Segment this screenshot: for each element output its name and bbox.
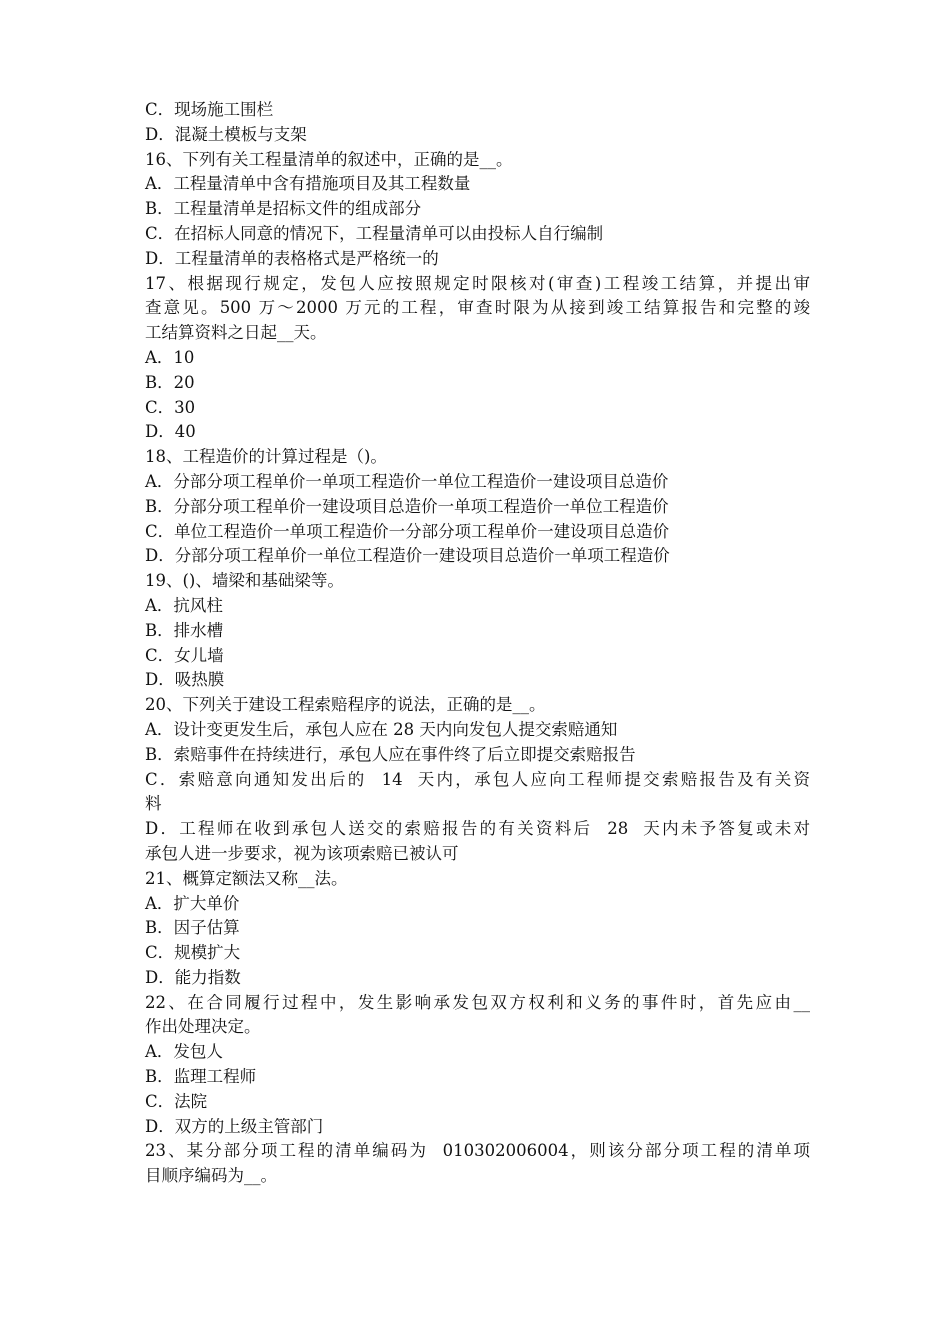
- option-line: B．分部分项工程单价一建设项目总造价一单项工程造价一单位工程造价: [145, 496, 669, 516]
- option-line: A．扩大单价: [145, 893, 240, 913]
- option-line: A．抗风柱: [145, 595, 223, 615]
- option-line: C．索赔意向通知发出后的 14 天内，承包人应向工程师提交索赔报告及有关资: [145, 769, 810, 789]
- question-17-line-2: 查意见。500 万～2000 万元的工程，审查时限为从接到竣工结算报告和完整的竣: [145, 298, 810, 318]
- option-line: D．40: [145, 422, 196, 442]
- option-line: C．法院: [145, 1091, 208, 1111]
- document-body: [145, 98, 810, 1189]
- option-line: B．工程量清单是招标文件的组成部分: [145, 199, 422, 219]
- option-line: B．20: [145, 372, 195, 392]
- option-line: B．因子估算: [145, 918, 240, 938]
- option-line: A．10: [145, 347, 195, 367]
- option-line: C．女儿墙: [145, 645, 224, 665]
- option-line-continued: 料: [145, 794, 162, 814]
- option-line: C．30: [145, 397, 196, 417]
- option-line: D．工程量清单的表格格式是严格统一的: [145, 248, 439, 268]
- question-17-line-1: 17、根据现行规定，发包人应按照规定时限核对(审查)工程竣工结算，并提出审: [145, 273, 810, 293]
- question-19: 19、()、墙梁和基础梁等。: [145, 571, 344, 591]
- option-line: A．工程量清单中含有措施项目及其工程数量: [145, 174, 471, 194]
- question-16: 16、下列有关工程量清单的叙述中，正确的是__。: [145, 149, 513, 169]
- question-22-line-1: 22、在合同履行过程中，发生影响承发包双方权利和义务的事件时，首先应由__: [145, 992, 810, 1012]
- question-22-line-2: 作出处理决定。: [145, 1017, 261, 1037]
- option-line: D．混凝土模板与支架: [145, 124, 307, 144]
- option-line: D．分部分项工程单价一单位工程造价一建设项目总造价一单项工程造价: [145, 546, 670, 566]
- option-line: C．单位工程造价一单项工程造价一分部分项工程单价一建设项目总造价: [145, 521, 670, 541]
- option-line-continued: 承包人进一步要求，视为该项索赔已被认可: [145, 843, 459, 863]
- option-line: C．现场施工围栏: [145, 100, 274, 119]
- question-18: 18、工程造价的计算过程是（)。: [145, 447, 387, 467]
- question-21: 21、概算定额法又称__法。: [145, 868, 348, 888]
- option-line: D．双方的上级主管部门: [145, 1116, 324, 1136]
- option-line: D．工程师在收到承包人送交的索赔报告的有关资料后 28 天内未予答复或未对: [145, 819, 810, 839]
- option-line: B．索赔事件在持续进行，承包人应在事件终了后立即提交索赔报告: [145, 744, 636, 764]
- option-line: B．排水槽: [145, 620, 224, 640]
- question-20: 20、下列关于建设工程索赔程序的说法，正确的是__。: [145, 695, 546, 715]
- option-line: A．发包人: [145, 1042, 223, 1062]
- option-line: A．分部分项工程单价一单项工程造价一单位工程造价一建设项目总造价: [145, 471, 669, 491]
- option-line: C．在招标人同意的情况下，工程量清单可以由投标人自行编制: [145, 223, 604, 243]
- option-line: A．设计变更发生后，承包人应在 28 天内向发包人提交索赔通知: [145, 719, 618, 739]
- question-17-line-3: 工结算资料之日起__天。: [145, 323, 327, 343]
- option-line: D．能力指数: [145, 967, 241, 987]
- option-line: B．监理工程师: [145, 1067, 257, 1087]
- option-line: D．吸热膜: [145, 670, 225, 690]
- question-23-line-2: 目顺序编码为__。: [145, 1166, 277, 1186]
- question-23-line-1: 23、某分部分项工程的清单编码为 010302006004，则该分部分项工程的清单项: [145, 1141, 810, 1161]
- option-line: C．规模扩大: [145, 943, 241, 963]
